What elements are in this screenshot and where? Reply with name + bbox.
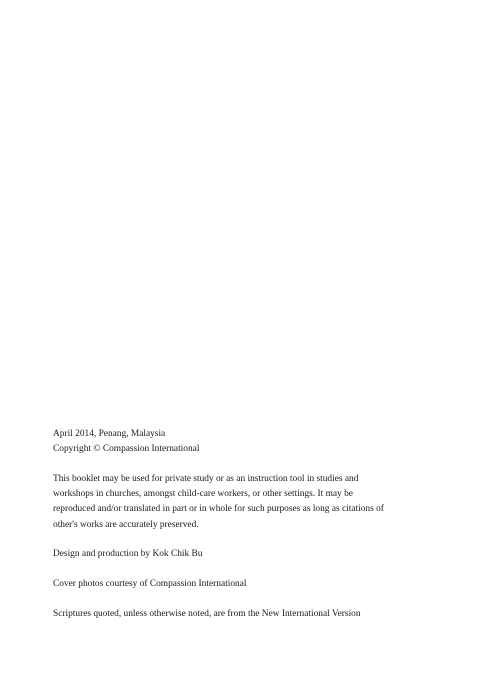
copyright-notice: Copyright © Compassion International <box>53 444 200 455</box>
usage-line: This booklet may be used for private study or as an instruction tool in studies and <box>53 473 359 484</box>
usage-line: reproduced and/or translated in part or in whole for such purposes as long as citations of <box>53 504 384 515</box>
usage-permission-paragraph <box>53 472 423 533</box>
publication-date-place: April 2014, Penang, Malaysia <box>53 429 166 439</box>
usage-line: other's works are accurately preserved. <box>53 519 199 530</box>
publication-info <box>53 427 423 457</box>
colophon <box>53 427 423 636</box>
cover-photo-credit: Cover photos courtesy of Compassion International <box>53 578 247 589</box>
design-credit: Design and production by Kok Chik Bu <box>53 549 203 560</box>
usage-line: workshops in churches, amongst child-care workers, or other settings. It may be <box>53 489 353 500</box>
scripture-note: Scriptures quoted, unless otherwise noted, are from the New International Version <box>53 608 361 619</box>
